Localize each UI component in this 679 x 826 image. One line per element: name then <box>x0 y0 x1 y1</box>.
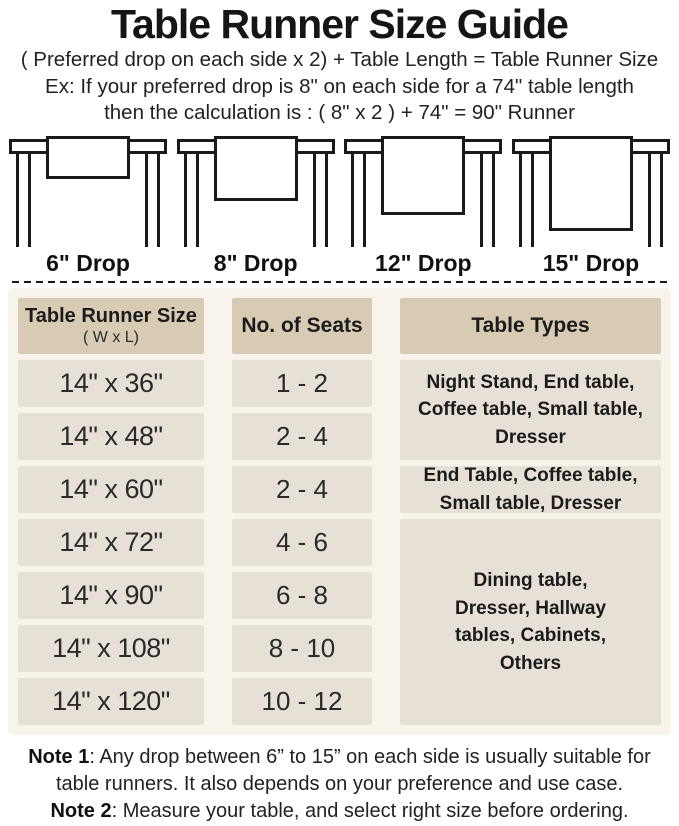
note-1-line-2: table runners. It also depends on your preference and use case. <box>55 773 624 796</box>
header-table-types <box>400 298 661 354</box>
size-cell <box>18 360 204 407</box>
seats-cell <box>232 572 372 619</box>
drop-figure-8 <box>174 136 338 277</box>
drop-figure-12 <box>341 136 505 277</box>
size-guide-panel <box>8 288 671 735</box>
table-drop-illustration <box>6 136 170 249</box>
header-runner-size-title: Table Runner Size <box>25 305 197 327</box>
size-value: 14" x 90" <box>59 580 163 611</box>
note-2-line <box>0 798 679 825</box>
drop-label: 8" Drop <box>213 249 298 276</box>
seats-value: 2 - 4 <box>275 474 329 505</box>
size-value: 14" x 48" <box>59 421 163 452</box>
header-seats-label: No. of Seats <box>241 314 363 338</box>
seats-cell <box>232 519 372 566</box>
drop-figure-6 <box>6 136 170 277</box>
drop-label: 12" Drop <box>375 249 472 276</box>
seats-cell <box>232 625 372 672</box>
size-cell <box>18 572 204 619</box>
seats-value: 1 - 2 <box>275 368 329 399</box>
seats-value: 8 - 10 <box>268 633 336 664</box>
drop-illustrations <box>0 136 679 277</box>
note-2-label: Note 2 <box>50 800 112 823</box>
page-title: Table Runner Size Guide <box>111 1 568 47</box>
seats-value: 10 - 12 <box>261 686 343 717</box>
note-1-label: Note 1 <box>28 746 90 769</box>
runner-shape <box>550 137 631 229</box>
size-cell <box>18 625 204 672</box>
table-types-cell <box>400 519 661 725</box>
size-cell <box>18 466 204 513</box>
dashed-divider <box>12 281 667 284</box>
seats-value: 6 - 8 <box>275 580 329 611</box>
size-value: 14" x 108" <box>52 633 170 664</box>
size-value: 14" x 120" <box>52 686 170 717</box>
drop-figure-15 <box>509 136 673 277</box>
size-cell <box>18 678 204 725</box>
formula-text: ( Preferred drop on each side x 2) + Table Length = Table Runner Size <box>20 48 659 72</box>
runner-shape <box>215 137 296 199</box>
table-types-value: Dining table, Dresser, Hallway tables, Cabinets, Others <box>454 570 607 674</box>
table-types-value: End Table, Coffee table, Small table, Dresser <box>423 465 638 514</box>
seats-value: 2 - 4 <box>275 421 329 452</box>
note-1-line-1 <box>0 744 679 771</box>
runner-shape <box>383 137 464 213</box>
example-text-line2: then the calculation is : ( 8" x 2 ) + 74" = 90" Runner <box>104 101 575 125</box>
header-seats <box>232 298 372 354</box>
note-1-text: : Any drop between 6” to 15” on each side is usually suitable for <box>89 746 651 769</box>
table-drop-illustration <box>509 136 673 249</box>
seats-cell <box>232 413 372 460</box>
size-cell <box>18 519 204 566</box>
table-types-cell <box>400 466 661 513</box>
table-drop-illustration <box>341 136 505 249</box>
seats-cell <box>232 466 372 513</box>
size-cell <box>18 413 204 460</box>
seats-value: 4 - 6 <box>275 527 329 558</box>
header-table-types-label: Table Types <box>471 314 590 338</box>
heading-block <box>0 0 679 127</box>
size-value: 14" x 36" <box>59 368 163 399</box>
runner-shape <box>48 137 129 177</box>
example-text-line1: Ex: If your preferred drop is 8" on each side for a 74" table length <box>45 74 634 98</box>
table-types-value: Night Stand, End table, Coffee table, Small table, Dresser <box>418 371 643 448</box>
size-value: 14" x 72" <box>59 527 163 558</box>
size-guide-table <box>18 298 661 725</box>
drop-label: 6" Drop <box>46 249 130 276</box>
header-runner-size-subtitle: ( W x L) <box>83 329 139 346</box>
size-value: 14" x 60" <box>59 474 163 505</box>
table-drop-illustration <box>174 136 338 249</box>
drop-label: 15" Drop <box>542 249 640 276</box>
header-runner-size <box>18 298 204 354</box>
seats-cell <box>232 360 372 407</box>
notes-block <box>0 744 679 825</box>
seats-cell <box>232 678 372 725</box>
note-2-text: : Measure your table, and select right size before ordering. <box>111 800 629 823</box>
table-types-cell <box>400 360 661 460</box>
